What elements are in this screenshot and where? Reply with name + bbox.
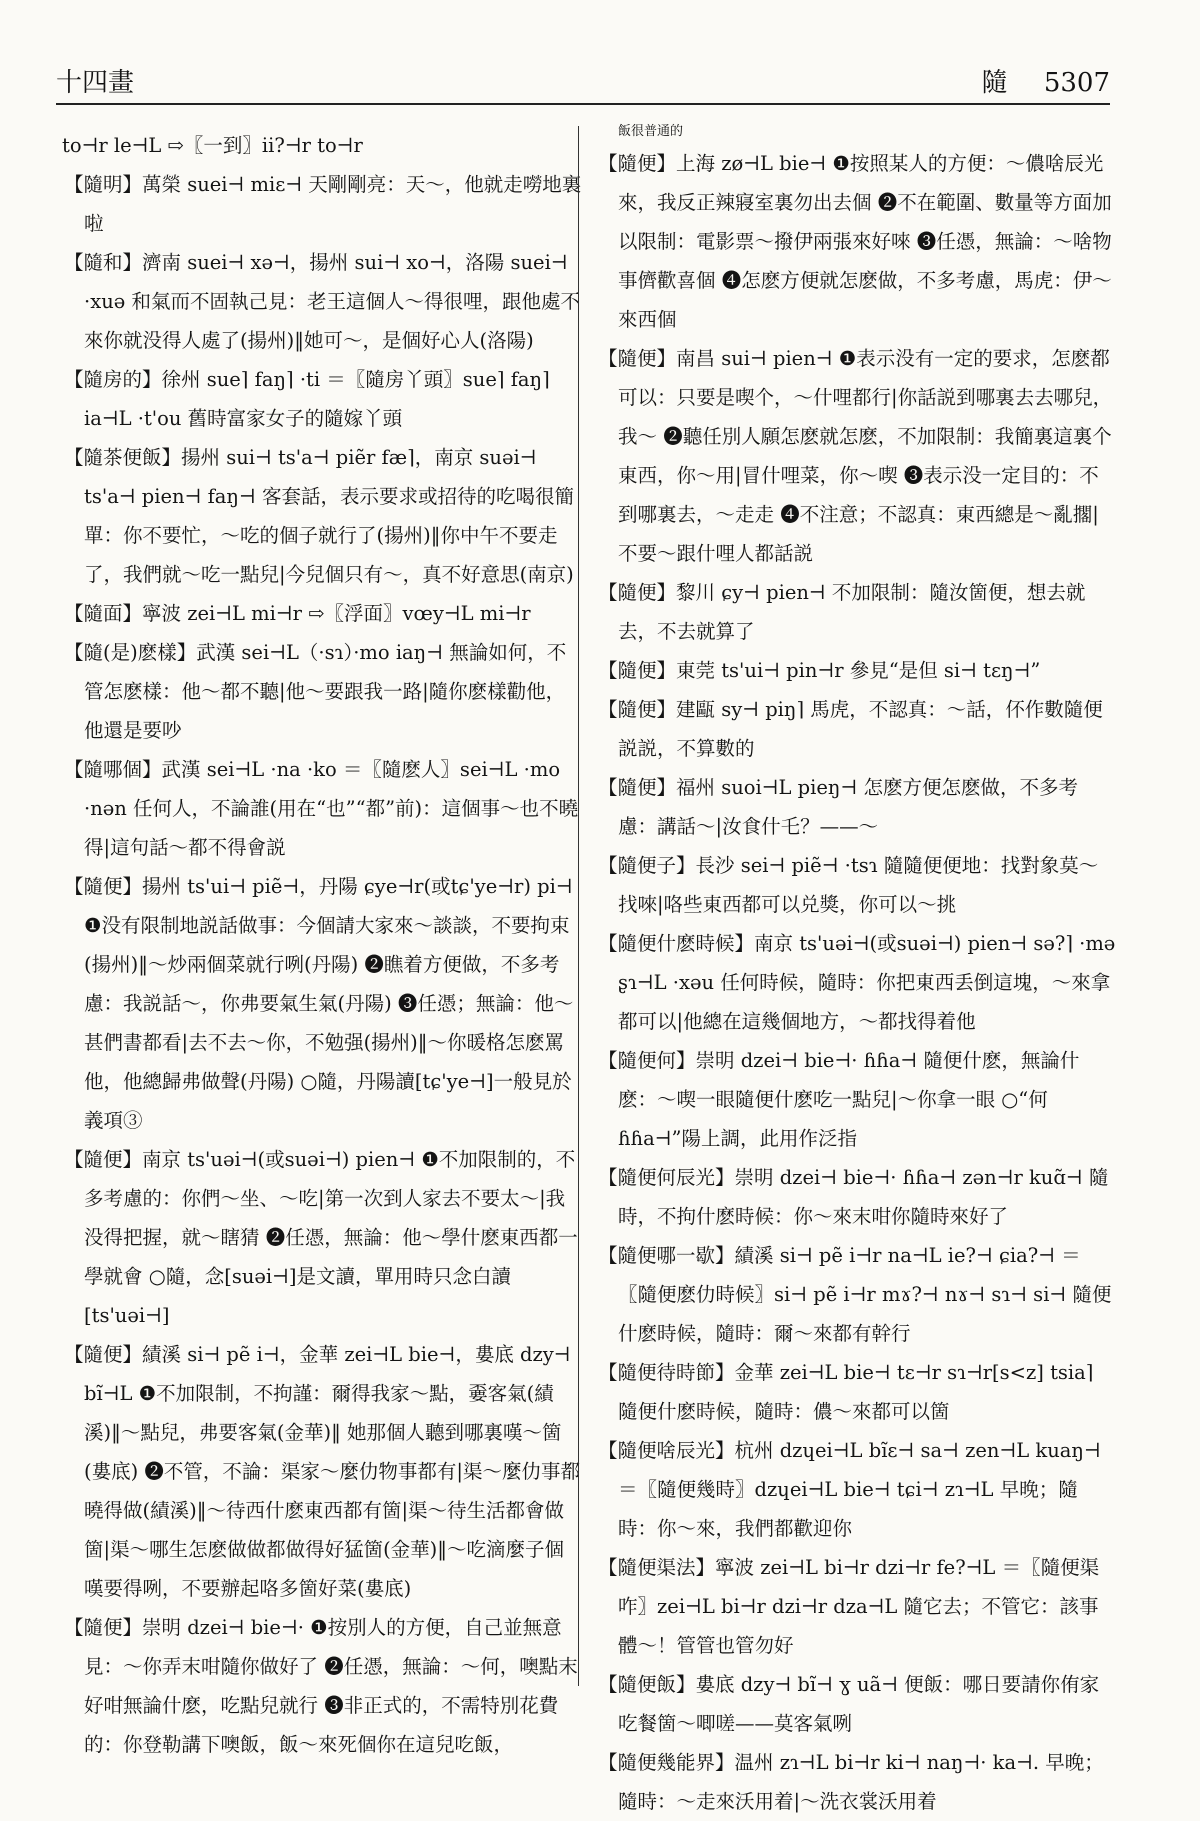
dictionary-entry: 【隨便幾能界】温州 zɿ⊣L bi⊣r ki⊣ naŋ⊣· ka⊣. 早晚；隨時：～走來沃用着|～洗衣裳沃用着 [598, 1751, 1104, 1813]
dictionary-entry: 【隨便】揚州 ts'ui⊣ piẽ⊣，丹陽 ɕye⊣r(或tɕ'ye⊣r) pi⊣ ❶没有限制地説話做事：今個請大家來～談談，不要拘束(揚州)‖～炒兩個菜就行咧(丹陽) ❷瞧着方便做，不多考慮：我説話～，你弗要氣生氣(丹陽) ❸任憑；無論：他～甚們書都看|去不去～你，不勉强(揚州)‖～你暖格怎麽罵他，他總歸弗做聲(丹陽) ○隨，丹陽讀[tɕ'ye⊣]一般見於義項③ [64, 875, 574, 1132]
dictionary-entry: 【隨便】南京 ts'uəi⊣(或suəi⊣) pien⊣ ❶不加限制的，不多考慮的：你們～坐、～吃|第一次到人家去不要太～|我没得把握，就～瞎猜 ❷任憑，無論：他～學什麽東西都一學就會 ○隨，念[suəi⊣]是文讀，單用時只念白讀[ts'uəi⊣] [64, 1148, 578, 1327]
dictionary-entry: 【隨哪個】武漢 sei⊣L ·na ·ko ＝〖隨麽人〗sei⊣L ·mo ·nən 任何人，不論誰(用在“也”“都”前)：這個事～也不曉得|這句話～都不得會説 [64, 758, 579, 859]
dictionary-entry: 【隨面】寧波 zei⊣L mi⊣r ⇨〖浮面〗vœy⊣L mi⊣r [64, 602, 531, 625]
header-right [954, 62, 1110, 99]
page-header [56, 62, 1110, 102]
dictionary-entry: 【隨(是)麽樣】武漢 sei⊣L（·sɿ）·mo iaŋ⊣ 無論如何，不管怎麽樣：他～都不聽|他～要跟我一路|隨你麽樣勸他，他還是要吵 [64, 641, 567, 742]
dictionary-entry: 【隨便待時節】金華 zei⊣L bie⊣ tɛ⊣r sɿ⊣r[s<z] tsia⌉ 隨便什麽時候，隨時：儂～來都可以箇 [598, 1361, 1094, 1423]
dictionary-entry: 【隨房的】徐州 sue⌉ faŋ⌉ ·ti ＝〖隨房丫頭〗sue⌉ faŋ⌉ ia⊣L ·t'ou 舊時富家女子的隨嫁丫頭 [64, 368, 550, 430]
dictionary-entry: 【隨便何辰光】崇明 dzei⊣ bie⊣· ɦɦa⊣ zən⊣r kuɑ̃⊣ 隨時，不拘什麽時候：你～來末咁你隨時來好了 [598, 1166, 1109, 1228]
page-number: 5307 [1043, 68, 1110, 98]
dictionary-entry: 【隨便什麽時候】南京 ts'uəi⊣(或suəi⊣) pien⊣ sə?⌉ ·mə ʂɿ⊣L ·xəu 任何時候，隨時：你把東西丢倒這塊，～來拿都可以|他總在這幾個地方，～都找得着他 [598, 932, 1116, 1033]
dictionary-entry: 【隨便】績溪 si⊣ pẽ i⊣，金華 zei⊣L bie⊣，婁底 dzy⊣ bĩ⊣L ❶不加限制，不拘謹：爾得我家～點，嫑客氣(績溪)‖～點兒，弗要客氣(金華)‖ 她那個人聽到哪裏嘆～箇(婁底) ❷不管，不論：渠家～麼仂物事都有|渠～麼仂事都曉得做(績溪)‖～待西什麽東西都有箇|渠～待生活都會做箇|渠～哪生怎麽做做都做得好猛箇(金華)‖～吃滴麼子個嘆要得咧，不要辦起咯多箇好菜(婁底) [64, 1343, 580, 1600]
column-divider [578, 126, 579, 1686]
dictionary-entry: 【隨便】黎川 ɕy⊣ pien⊣ 不加限制：隨汝箇便，想去就去，不去就算了 [598, 581, 1086, 643]
dictionary-entry: 【隨便何】崇明 dzei⊣ bie⊣· ɦɦa⊣ 隨便什麽，無論什麽：～喫一眼隨便什麽吃一點兒|～你拿一眼 ○“何ɦɦa⊣”陽上調，此用作泛指 [598, 1049, 1080, 1150]
entry-continuation: 飯很普通的 [618, 124, 684, 139]
dictionary-entry: 【隨便子】長沙 sei⊣ piẽ⊣ ·tsɿ 隨隨便便地：找對象莫～找唻|咯些東西都可以兑獎，你可以～挑 [598, 854, 1099, 916]
dictionary-entry: 【隨明】萬榮 suei⊣ miɛ⊣ 天剛剛亮：天～，他就走嘮地裏啦 [64, 173, 582, 235]
dictionary-entry: 【隨便】崇明 dzei⊣ bie⊣· ❶按別人的方便，自己並無意見：～你弄末咁隨你做好了 ❷任憑，無論：～何，噢點末好咁無論什麽，吃點兒就行 ❸非正式的，不需特別花費的：你登勒講下噢飯，飯～來死個你在這兒吃飯， [64, 1616, 578, 1756]
left-column [62, 126, 582, 1764]
section-label: 十四畫 [56, 68, 135, 98]
right-column [596, 126, 1116, 1821]
entry-continuation: to⊣r le⊣L ⇨〖一到〗ii?⊣r to⊣r [62, 134, 363, 157]
dictionary-entry: 【隨和】濟南 suei⊣ xə⊣，揚州 sui⊣ xo⊣，洛陽 suei⊣ ·xuə 和氣而不固執己見：老王這個人～得很哩，跟他處不來你就没得人處了(揚州)‖她可～，是個好心人(洛陽) [64, 251, 580, 352]
dictionary-entry: 【隨便】上海 zø⊣L bie⊣ ❶按照某人的方便：～儂啥辰光來，我反正辣寢室裏勿出去個 ❷不在範圍、數量等方面加以限制：電影票～撥伊兩張來好唻 ❸任憑，無論：～啥物事儕歡喜個 ❹怎麽方便就怎麽做，不多考慮，馬虎：伊～來西個 [598, 152, 1112, 331]
dictionary-entry: 【隨便】東莞 ts'ui⊣ pin⊣r 參見“是但 si⊣ tɛŋ⊣” [598, 659, 1041, 682]
dictionary-entry: 【隨便飯】婁底 dzy⊣ bĩ⊣ ɣ uã⊣ 便飯：哪日要請你侑家吃餐箇～唧嗟——莫客氣咧 [598, 1673, 1100, 1735]
dictionary-entry: 【隨茶便飯】揚州 sui⊣ ts'a⊣ piẽr fæ⌉，南京 suəi⊣ ts'a⊣ pien⊣ faŋ⊣ 客套話，表示要求或招待的吃喝很簡單：你不要忙，～吃的個子就行了(揚州)‖你中午不要走了，我們就～吃一點兒|今兒個只有～，真不好意思(南京) [64, 446, 574, 586]
dictionary-entry: 【隨便啥辰光】杭州 dzɥei⊣L bĩɛ⊣ sa⊣ zen⊣L kuaŋ⊣ ＝〖隨便幾時〗dzɥei⊣L bie⊣ tɕi⊣ zɿ⊣L 早晚；隨時：你～來，我們都歡迎你 [598, 1439, 1101, 1540]
headword-character: 隨 [981, 68, 1008, 98]
dictionary-entry: 【隨便】福州 suoi⊣L pieŋ⊣ 怎麽方便怎麽做，不多考慮：講話～|汝食什乇？——～ [598, 776, 1078, 838]
dictionary-entry: 【隨便渠法】寧波 zei⊣L bi⊣r dzi⊣r fe?⊣L ＝〖隨便渠咋〗zei⊣L bi⊣r dzi⊣r dza⊣L 隨它去；不管它：該事體～！管管也管勿好 [598, 1556, 1100, 1657]
dictionary-entry: 【隨便】建甌 sy⊣ piŋ⌉ 馬虎，不認真：～話，伓作數隨便説説，不算數的 [598, 698, 1103, 760]
dictionary-entry: 【隨便】南昌 sui⊣ pien⊣ ❶表示没有一定的要求，怎麽都可以：只要是喫个，～什哩都行|你話説到哪裏去去哪兒，我～ ❷聽任別人願怎麽就怎麽，不加限制：我簡裏這裏个東西，你～用|冒什哩菜，你～喫 ❸表示没一定目的：不到哪裏去，～走走 ❹不注意；不認真：東西總是～亂擱|不要～跟什哩人都話説 [598, 347, 1113, 565]
dictionary-entry: 【隨便哪一歇】績溪 si⊣ pẽ i⊣r na⊣L ie?⊣ ɕia?⊣ ＝〖隨便麽仂時候〗si⊣ pẽ i⊣r mɤ?⊣ nɤ⊣ sɿ⊣ si⊣ 隨便什麽時候，隨時：爾～來都有幹行 [598, 1244, 1112, 1345]
header-rule [56, 103, 1110, 105]
